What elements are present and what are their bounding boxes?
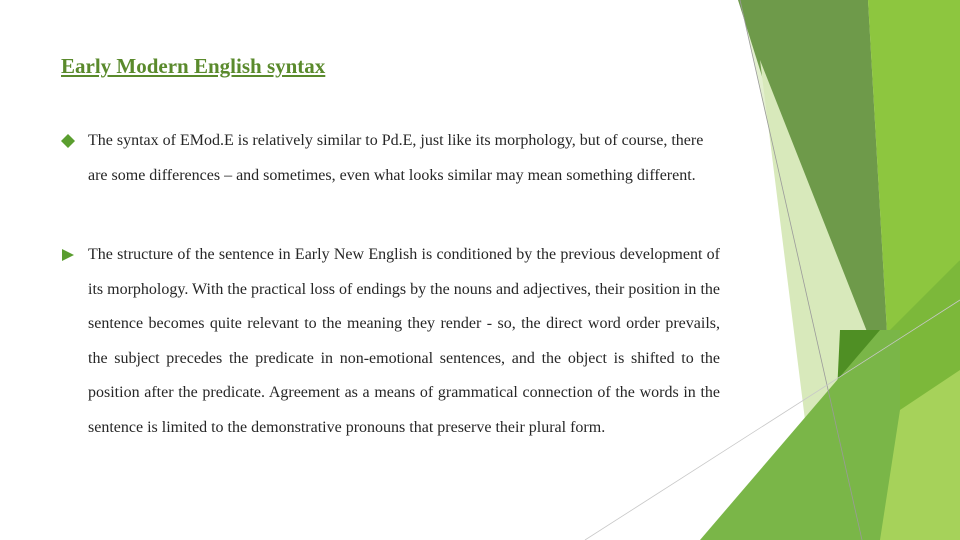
bullet-text-1: The syntax of EMod.E is relatively similar to Pd.E, just like its morphology, but of course, there are some differences – and sometimes, even what looks similar may mean something different. <box>88 132 704 184</box>
bullet-text-2: The structure of the sentence in Early New English is conditioned by the previous development of its morphology. With the practical loss of endings by the nouns and adjectives, their position in the sentence becomes quite relevant to the meaning they render - so, the direct word order prevails, the subject precedes the predicate in non-emotional sentences, and the object is shifted to the position after the predicate. Agreement as a means of grammatical connection of the words in the sentence is limited to the demonstrative pronouns that preserve their plural form. <box>88 246 720 436</box>
bullet-item-2 <box>60 238 720 445</box>
arrow-bullet-icon <box>60 247 76 263</box>
slide-title: Early Modern English syntax <box>61 54 326 78</box>
diamond-bullet-icon <box>60 133 76 149</box>
bullet-item-1 <box>60 124 720 193</box>
